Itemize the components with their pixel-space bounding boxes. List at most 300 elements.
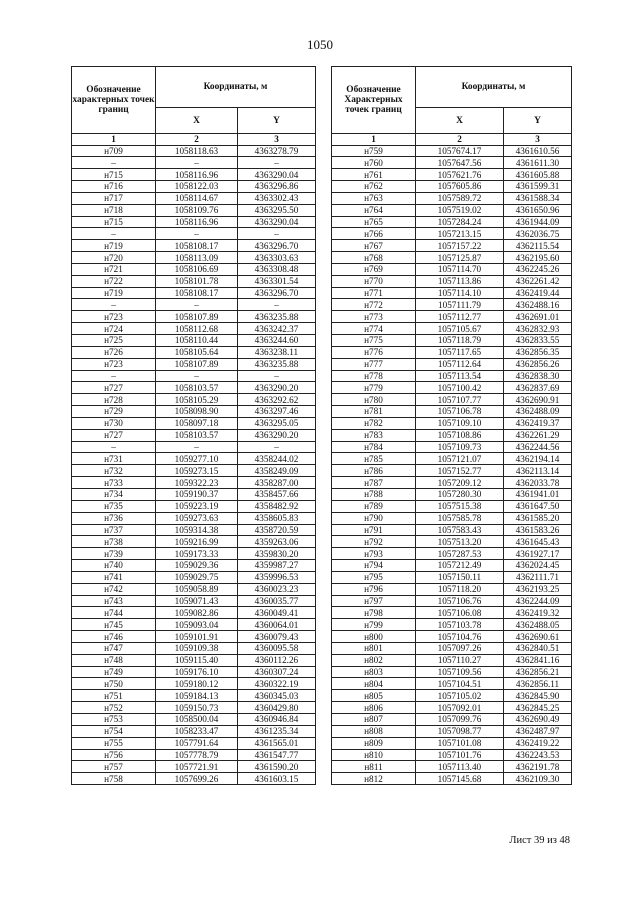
table-row [72, 453, 572, 465]
point-designation: н773 [332, 311, 416, 323]
column-gap [316, 67, 332, 146]
coord-x: 1057583.43 [416, 524, 504, 536]
column-number: 3 [238, 134, 316, 146]
column-number: 2 [156, 134, 238, 146]
coord-x: 1058122.03 [156, 181, 238, 193]
coord-x: 1057105.67 [416, 323, 504, 335]
header-coordinates-left: Координаты, м [156, 67, 316, 108]
coord-x: 1057110.27 [416, 654, 504, 666]
table-row [72, 204, 572, 216]
coord-x: 1059150.73 [156, 702, 238, 714]
coord-x: 1057515.38 [416, 500, 504, 512]
point-designation: н812 [332, 773, 416, 785]
coord-x: 1057117.65 [416, 346, 504, 358]
column-gap [316, 169, 332, 181]
column-gap [316, 583, 332, 595]
coord-x: 1058098.90 [156, 406, 238, 418]
column-number: 1 [72, 134, 156, 146]
point-designation: н782 [332, 417, 416, 429]
coord-x: 1059180.12 [156, 678, 238, 690]
point-designation: н811 [332, 761, 416, 773]
coord-y: 4358720.59 [238, 524, 316, 536]
point-designation: – [72, 157, 156, 169]
coord-y: 4360035.77 [238, 595, 316, 607]
coord-y: – [238, 228, 316, 240]
coord-y: 4363295.50 [238, 204, 316, 216]
point-designation: н760 [332, 157, 416, 169]
coord-x: 1059184.13 [156, 690, 238, 702]
coord-y: 4362109.30 [504, 773, 572, 785]
point-designation: н716 [72, 181, 156, 193]
coord-x: 1057108.86 [416, 429, 504, 441]
coord-x: 1058116.96 [156, 216, 238, 228]
column-gap [316, 240, 332, 252]
coord-y: 4362487.97 [504, 725, 572, 737]
coord-y: 4361583.26 [504, 524, 572, 536]
point-designation: н709 [72, 145, 156, 157]
point-designation: н783 [332, 429, 416, 441]
coord-x: 1057605.86 [416, 181, 504, 193]
coord-y: 4362488.16 [504, 299, 572, 311]
column-gap [316, 335, 332, 347]
coord-y: 4361605.88 [504, 169, 572, 181]
coord-y: 4358482.92 [238, 500, 316, 512]
coord-x: 1058109.76 [156, 204, 238, 216]
column-gap [316, 702, 332, 714]
coord-y: 4360049.41 [238, 607, 316, 619]
coord-y: 4362856.11 [504, 678, 572, 690]
coord-x: 1057109.10 [416, 417, 504, 429]
column-gap [316, 453, 332, 465]
table-row [72, 335, 572, 347]
coord-x: 1058106.69 [156, 263, 238, 275]
coord-y: 4363302.43 [238, 192, 316, 204]
column-gap [316, 619, 332, 631]
coord-y: 4361585.20 [504, 512, 572, 524]
point-designation: н797 [332, 595, 416, 607]
point-designation: н750 [72, 678, 156, 690]
point-designation: н720 [72, 252, 156, 264]
table-row [72, 595, 572, 607]
coord-y: – [238, 370, 316, 382]
coord-y: 4362194.14 [504, 453, 572, 465]
coord-y: 4362193.25 [504, 583, 572, 595]
point-designation: н807 [332, 714, 416, 726]
column-gap [316, 382, 332, 394]
coord-x: 1057513.20 [416, 536, 504, 548]
coordinates-table-body [72, 145, 572, 785]
coord-y: 4359996.53 [238, 571, 316, 583]
point-designation: н718 [72, 204, 156, 216]
column-gap [316, 500, 332, 512]
point-designation: н738 [72, 536, 156, 548]
table-row [72, 382, 572, 394]
point-designation: н761 [332, 169, 416, 181]
point-designation: н725 [72, 335, 156, 347]
coordinates-table-wrapper [71, 66, 572, 785]
coord-y: 4362115.54 [504, 240, 572, 252]
table-row [72, 263, 572, 275]
point-designation: н771 [332, 287, 416, 299]
coord-y: 4359987.27 [238, 560, 316, 572]
coord-y: 4359830.20 [238, 548, 316, 560]
coord-x: 1057152.77 [416, 465, 504, 477]
coord-x: 1058112.68 [156, 323, 238, 335]
coord-x: 1057113.54 [416, 370, 504, 382]
point-designation: – [72, 228, 156, 240]
coord-x: 1057101.08 [416, 737, 504, 749]
point-designation: н730 [72, 417, 156, 429]
coord-x: 1059029.36 [156, 560, 238, 572]
coord-y: 4362195.60 [504, 252, 572, 264]
coord-y: 4363308.48 [238, 263, 316, 275]
table-row [72, 192, 572, 204]
table-row [72, 429, 572, 441]
coord-x: 1059173.33 [156, 548, 238, 560]
point-designation: н735 [72, 500, 156, 512]
coord-y: 4361599.31 [504, 181, 572, 193]
table-row [72, 346, 572, 358]
point-designation: н745 [72, 619, 156, 631]
coord-x: 1057150.11 [416, 571, 504, 583]
column-gap [316, 406, 332, 418]
coord-y: 4361610.56 [504, 145, 572, 157]
coord-x: 1058116.96 [156, 169, 238, 181]
point-designation: н732 [72, 465, 156, 477]
coord-x: 1059277.10 [156, 453, 238, 465]
column-gap [316, 714, 332, 726]
table-row [72, 512, 572, 524]
coord-x: 1057101.76 [416, 749, 504, 761]
point-designation: н753 [72, 714, 156, 726]
coord-y: 4362845.25 [504, 702, 572, 714]
coord-x: 1057111.79 [416, 299, 504, 311]
point-designation: н759 [332, 145, 416, 157]
coord-y: 4361645.43 [504, 536, 572, 548]
point-designation: н781 [332, 406, 416, 418]
table-row [72, 228, 572, 240]
coord-y: 4363296.86 [238, 181, 316, 193]
coord-x: 1057212.49 [416, 560, 504, 572]
coord-x: 1058113.09 [156, 252, 238, 264]
coord-x: 1057145.68 [416, 773, 504, 785]
table-row [72, 678, 572, 690]
point-designation: н731 [72, 453, 156, 465]
column-gap [316, 323, 332, 335]
coord-x: 1058108.17 [156, 287, 238, 299]
table-row [72, 666, 572, 678]
coord-x: 1057104.76 [416, 631, 504, 643]
column-gap [316, 631, 332, 643]
coord-x: 1057621.76 [416, 169, 504, 181]
coord-y: 4363242.37 [238, 323, 316, 335]
table-row [72, 725, 572, 737]
column-gap [316, 275, 332, 287]
coord-x: 1058105.29 [156, 394, 238, 406]
column-gap [316, 488, 332, 500]
coord-y: 4362033.78 [504, 477, 572, 489]
point-designation: н728 [72, 394, 156, 406]
column-gap [316, 429, 332, 441]
table-row [72, 394, 572, 406]
coord-y: 4361944.09 [504, 216, 572, 228]
point-designation: н733 [72, 477, 156, 489]
point-designation: н785 [332, 453, 416, 465]
coord-y: 4363296.70 [238, 240, 316, 252]
column-gap [316, 228, 332, 240]
table-row [72, 465, 572, 477]
coord-x: 1058233.47 [156, 725, 238, 737]
point-designation: н788 [332, 488, 416, 500]
table-row [72, 631, 572, 643]
point-designation: н742 [72, 583, 156, 595]
coord-y: 4362691.01 [504, 311, 572, 323]
coord-y: 4362244.09 [504, 595, 572, 607]
column-gap [316, 465, 332, 477]
coord-x: – [156, 299, 238, 311]
coord-y: 4361941.01 [504, 488, 572, 500]
coord-y: 4362419.44 [504, 287, 572, 299]
coord-y: 4360095.58 [238, 642, 316, 654]
header-y-left: Y [238, 108, 316, 134]
coord-y: 4363290.20 [238, 382, 316, 394]
sheet-label: Лист 39 из 48 [509, 835, 570, 846]
coord-x: 1057284.24 [416, 216, 504, 228]
point-designation: н804 [332, 678, 416, 690]
coord-x: – [156, 157, 238, 169]
point-designation: н729 [72, 406, 156, 418]
coord-y: 4362036.75 [504, 228, 572, 240]
coord-y: 4361588.34 [504, 192, 572, 204]
coord-y: 4362244.56 [504, 441, 572, 453]
coord-y: 4362191.78 [504, 761, 572, 773]
point-designation: н764 [332, 204, 416, 216]
header-x-left: X [156, 108, 238, 134]
coord-y: 4360112.26 [238, 654, 316, 666]
coord-x: – [156, 370, 238, 382]
column-gap [316, 666, 332, 678]
table-row [72, 560, 572, 572]
table-row [72, 370, 572, 382]
coord-y: 4363296.70 [238, 287, 316, 299]
point-designation: н776 [332, 346, 416, 358]
coord-y: 4362419.37 [504, 417, 572, 429]
point-designation: н734 [72, 488, 156, 500]
coord-y: 4362840.51 [504, 642, 572, 654]
table-row [72, 275, 572, 287]
table-row [72, 311, 572, 323]
coord-x: 1059101.91 [156, 631, 238, 643]
column-gap [316, 536, 332, 548]
coord-x: 1057209.12 [416, 477, 504, 489]
coord-y: 4358457.66 [238, 488, 316, 500]
coord-y: 4363292.62 [238, 394, 316, 406]
table-row [72, 619, 572, 631]
point-designation: н717 [72, 192, 156, 204]
coord-y: 4361565.01 [238, 737, 316, 749]
table-row [72, 654, 572, 666]
coord-x: 1057213.15 [416, 228, 504, 240]
coord-x: 1057118.79 [416, 335, 504, 347]
header-designation-right: Обозначение Характерных точек границ [332, 67, 416, 134]
coord-y: 4362488.05 [504, 619, 572, 631]
column-gap [316, 181, 332, 193]
point-designation: н778 [332, 370, 416, 382]
coord-x: 1057103.78 [416, 619, 504, 631]
column-gap [316, 441, 332, 453]
coord-x: 1059190.37 [156, 488, 238, 500]
coord-y: 4363290.04 [238, 216, 316, 228]
coord-y: 4362690.91 [504, 394, 572, 406]
coord-x: 1058107.89 [156, 311, 238, 323]
coord-y: 4363235.88 [238, 358, 316, 370]
coord-y: 4362111.71 [504, 571, 572, 583]
point-designation: н799 [332, 619, 416, 631]
point-designation: н775 [332, 335, 416, 347]
column-gap [316, 571, 332, 583]
point-designation: н790 [332, 512, 416, 524]
point-designation: н787 [332, 477, 416, 489]
point-designation: н746 [72, 631, 156, 643]
column-gap [316, 737, 332, 749]
header-coordinates-right: Координаты, м [416, 67, 572, 108]
point-designation: н723 [72, 358, 156, 370]
coord-x: – [156, 228, 238, 240]
coord-y: 4358249.09 [238, 465, 316, 477]
table-row [72, 157, 572, 169]
coordinates-table [71, 66, 572, 785]
coord-x: 1057647.56 [416, 157, 504, 169]
table-row [72, 524, 572, 536]
point-designation: – [72, 370, 156, 382]
point-designation: н757 [72, 761, 156, 773]
column-gap [316, 607, 332, 619]
point-designation: н737 [72, 524, 156, 536]
point-designation: н754 [72, 725, 156, 737]
coord-x: 1059223.19 [156, 500, 238, 512]
point-designation: н774 [332, 323, 416, 335]
coord-y: 4362243.53 [504, 749, 572, 761]
column-gap [316, 394, 332, 406]
table-row [72, 500, 572, 512]
column-number: 2 [416, 134, 504, 146]
point-designation: н791 [332, 524, 416, 536]
coord-x: 1059314.38 [156, 524, 238, 536]
point-designation: н810 [332, 749, 416, 761]
coord-y: 4363290.04 [238, 169, 316, 181]
column-gap [316, 346, 332, 358]
point-designation: н747 [72, 642, 156, 654]
coord-x: 1058107.89 [156, 358, 238, 370]
point-designation: н744 [72, 607, 156, 619]
coord-x: 1057106.08 [416, 607, 504, 619]
coord-y: 4362419.32 [504, 607, 572, 619]
coord-y: 4361650.96 [504, 204, 572, 216]
coord-y: 4362845.90 [504, 690, 572, 702]
coord-y: 4363278.79 [238, 145, 316, 157]
coord-x: 1059071.43 [156, 595, 238, 607]
coord-x: 1057112.77 [416, 311, 504, 323]
point-designation: н798 [332, 607, 416, 619]
column-gap [316, 654, 332, 666]
point-designation: н789 [332, 500, 416, 512]
point-designation: н768 [332, 252, 416, 264]
point-designation: н767 [332, 240, 416, 252]
column-gap [316, 216, 332, 228]
coord-x: 1057106.78 [416, 406, 504, 418]
coord-x: 1057107.77 [416, 394, 504, 406]
coord-x: 1058500.04 [156, 714, 238, 726]
table-row [72, 571, 572, 583]
coord-y: – [238, 157, 316, 169]
point-designation: н715 [72, 169, 156, 181]
point-designation: н808 [332, 725, 416, 737]
column-gap [316, 560, 332, 572]
point-designation: н721 [72, 263, 156, 275]
column-gap [316, 287, 332, 299]
coord-x: 1058118.63 [156, 145, 238, 157]
point-designation: н772 [332, 299, 416, 311]
point-designation: н809 [332, 737, 416, 749]
coord-x: 1057721.91 [156, 761, 238, 773]
coord-y: 4362690.61 [504, 631, 572, 643]
coord-x: 1057674.17 [416, 145, 504, 157]
point-designation: н793 [332, 548, 416, 560]
table-row [72, 536, 572, 548]
coord-x: 1057114.10 [416, 287, 504, 299]
coord-y: 4362113.14 [504, 465, 572, 477]
coord-y: 4359263.06 [238, 536, 316, 548]
point-designation: н769 [332, 263, 416, 275]
table-row [72, 548, 572, 560]
table-row [72, 690, 572, 702]
point-designation: н794 [332, 560, 416, 572]
coord-x: 1057791.64 [156, 737, 238, 749]
table-row [72, 323, 572, 335]
coord-y: 4362837.69 [504, 382, 572, 394]
table-row [72, 417, 572, 429]
coord-y: 4362833.55 [504, 335, 572, 347]
coord-x: 1057106.76 [416, 595, 504, 607]
column-gap [316, 311, 332, 323]
coord-x: 1059058.89 [156, 583, 238, 595]
point-designation: – [72, 299, 156, 311]
coord-x: 1059322.23 [156, 477, 238, 489]
coord-x: 1057118.20 [416, 583, 504, 595]
coord-x: 1057157.22 [416, 240, 504, 252]
coord-x: 1057112.64 [416, 358, 504, 370]
table-row [72, 488, 572, 500]
coord-y: 4360345.03 [238, 690, 316, 702]
point-designation: н739 [72, 548, 156, 560]
coord-y: 4361611.30 [504, 157, 572, 169]
point-designation: н727 [72, 382, 156, 394]
point-designation: н762 [332, 181, 416, 193]
coord-x: 1058114.67 [156, 192, 238, 204]
point-designation: н806 [332, 702, 416, 714]
point-designation: н802 [332, 654, 416, 666]
table-row [72, 477, 572, 489]
column-gap [316, 477, 332, 489]
point-designation: н743 [72, 595, 156, 607]
point-designation: н765 [332, 216, 416, 228]
coord-x: 1059093.04 [156, 619, 238, 631]
point-designation: н719 [72, 287, 156, 299]
coord-x: 1057104.51 [416, 678, 504, 690]
column-gap [316, 678, 332, 690]
coord-x: 1059273.15 [156, 465, 238, 477]
column-gap [316, 642, 332, 654]
